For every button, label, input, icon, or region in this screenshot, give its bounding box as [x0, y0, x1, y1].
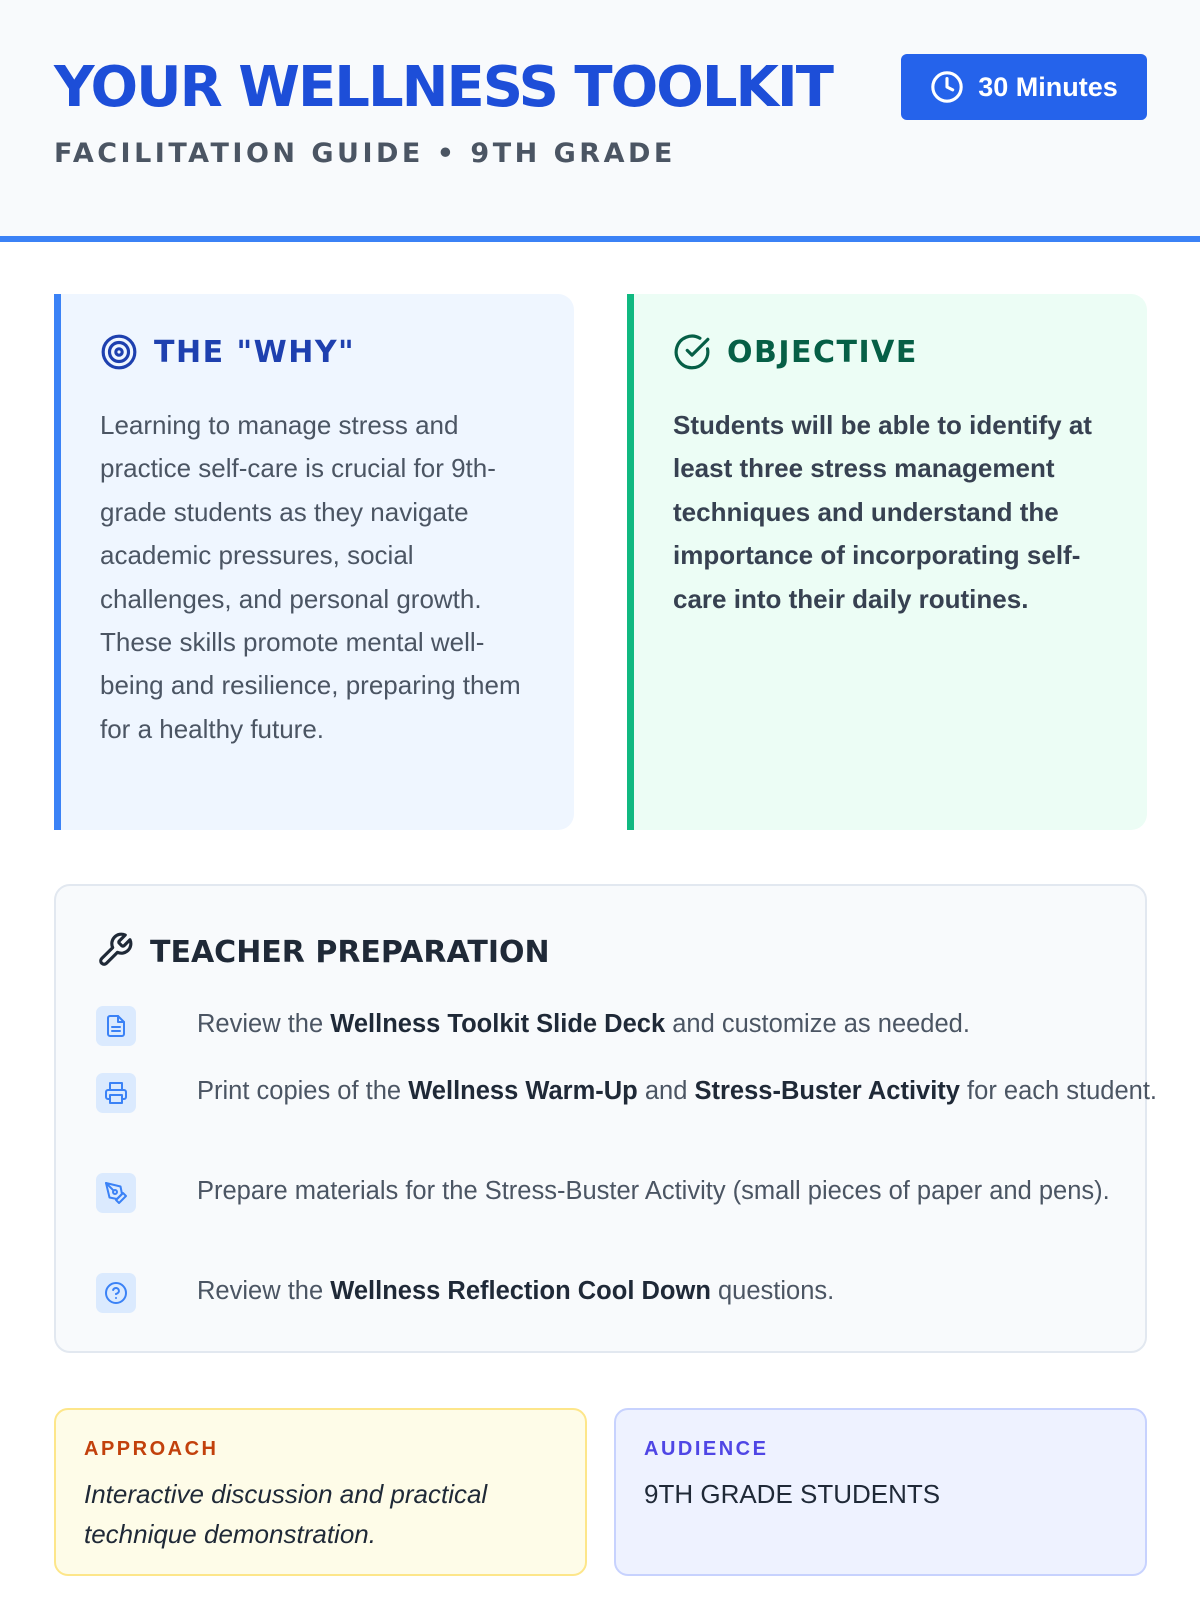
duration-badge	[901, 54, 1147, 120]
page-header	[0, 0, 1200, 242]
preparation-title: TEACHER PREPARATION	[150, 934, 550, 970]
objective-body: Students will be able to identify at least three stress management techniques and understand the importance of incorporating self-care into their daily routines.	[673, 410, 1092, 614]
wrench-icon	[96, 931, 134, 974]
why-body: Learning to manage stress and practice self-care is crucial for 9th-grade students as they navigate academic pressures, social challenges, and personal growth. These skills promote mental well-being and resilience, preparing them for a healthy future.	[100, 410, 521, 744]
why-heading	[100, 332, 355, 372]
check-circle-icon	[673, 333, 711, 371]
list-item-text: Print copies of the Wellness Warm-Up and Stress-Buster Activity for each student.	[197, 1077, 1158, 1105]
audience-label: AUDIENCE	[644, 1438, 769, 1460]
list-item-text: Review the Wellness Toolkit Slide Deck and customize as needed.	[197, 1010, 970, 1038]
audience-card	[614, 1408, 1147, 1576]
pen-tool-icon	[96, 1173, 136, 1213]
objective-card	[627, 294, 1147, 830]
duration-text: 30 Minutes	[978, 71, 1118, 102]
list-item-text: Review the Wellness Reflection Cool Down questions.	[197, 1277, 835, 1305]
approach-card	[54, 1408, 587, 1576]
audience-value: 9TH GRADE STUDENTS	[644, 1479, 941, 1509]
approach-value: Interactive discussion and practical technique demonstration.	[84, 1479, 488, 1549]
objective-heading	[673, 332, 918, 372]
question-circle-icon	[96, 1273, 136, 1313]
page-subtitle: FACILITATION GUIDE • 9TH GRADE	[54, 138, 676, 169]
page-title: YOUR WELLNESS TOOLKIT	[54, 55, 832, 120]
document-icon	[96, 1006, 136, 1046]
why-card	[54, 294, 574, 830]
preparation-heading	[96, 932, 550, 972]
approach-label: APPROACH	[84, 1438, 219, 1460]
teacher-preparation-card	[54, 884, 1158, 1353]
target-icon	[100, 333, 138, 371]
objective-title: OBJECTIVE	[727, 334, 918, 370]
why-title: THE "WHY"	[154, 334, 356, 370]
list-item-text: Prepare materials for the Stress-Buster Activity (small pieces of paper and pens).	[197, 1177, 1110, 1205]
printer-icon	[96, 1073, 136, 1113]
clock-icon	[930, 70, 964, 104]
